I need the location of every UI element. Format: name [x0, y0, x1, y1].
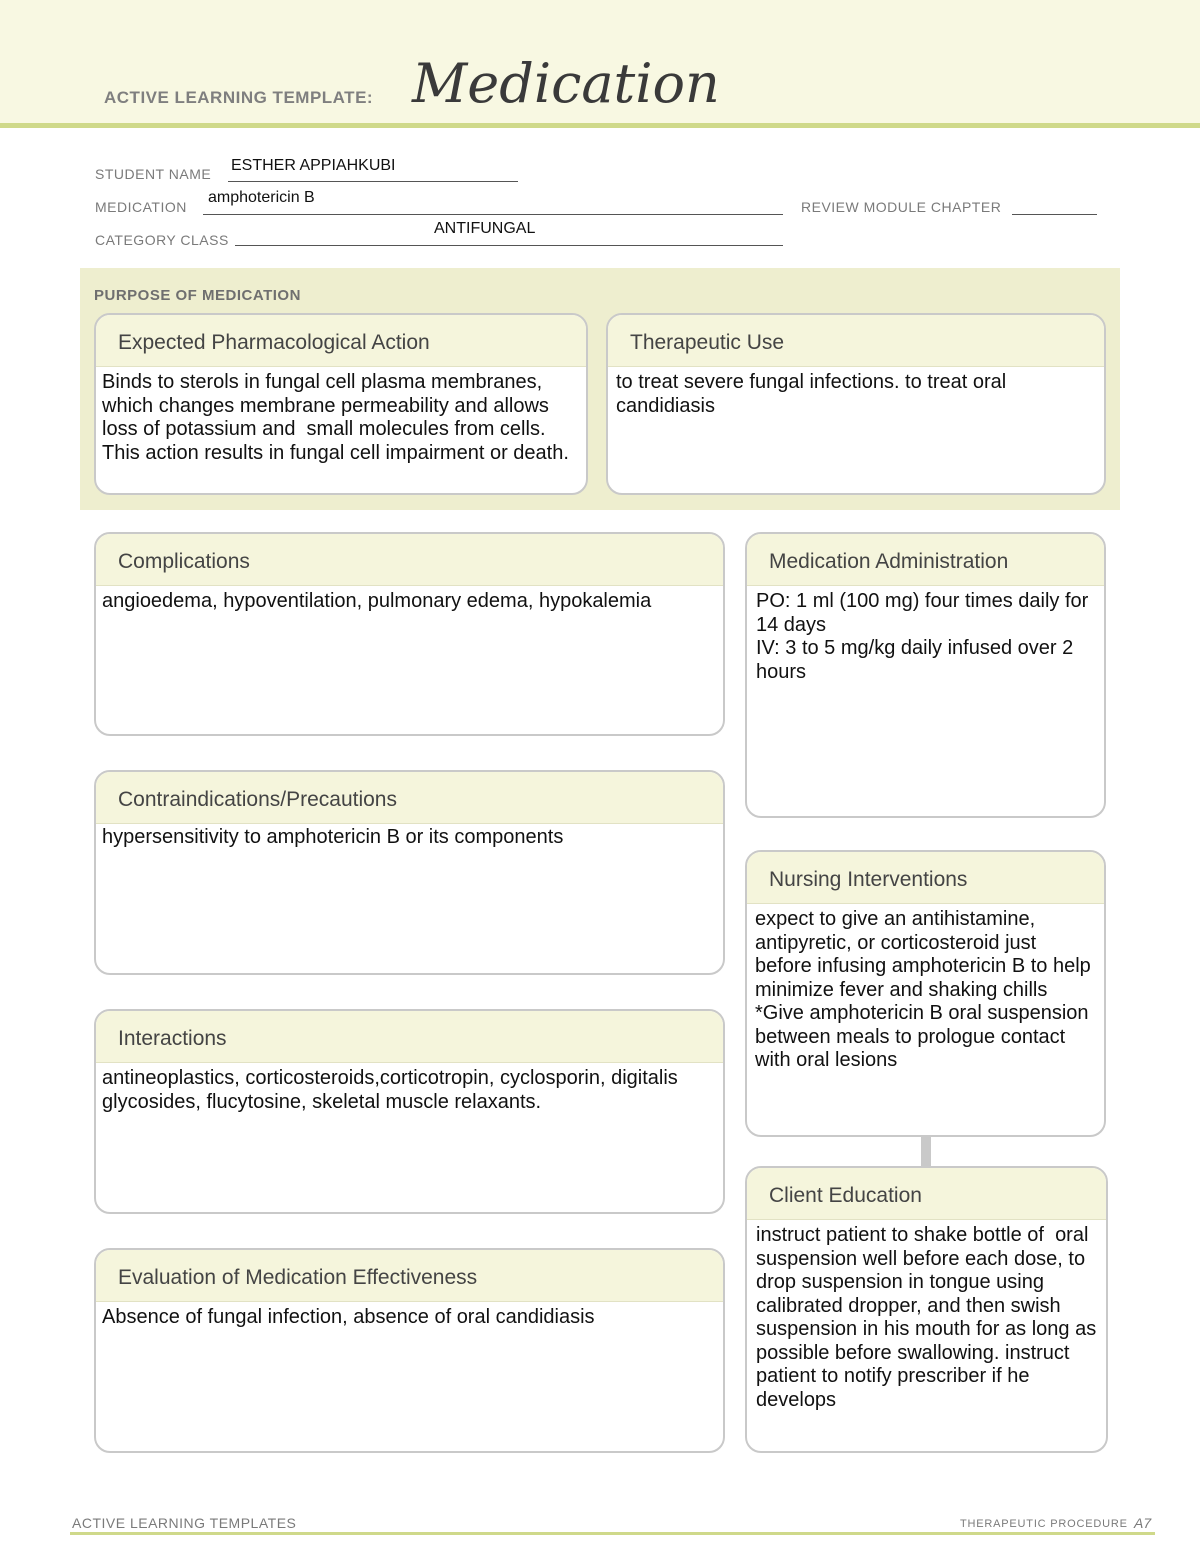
therapeutic-use-title: Therapeutic Use: [608, 315, 1104, 367]
medication-field[interactable]: amphotericin B: [208, 189, 315, 206]
expected-action-box: [94, 313, 588, 495]
evaluation-text[interactable]: Absence of fungal infection, absence of oral candidiasis: [102, 1306, 595, 1328]
footer-right: THERAPEUTIC PROCEDURE: [960, 1518, 1128, 1530]
evaluation-title: Evaluation of Medication Effectiveness: [96, 1250, 723, 1302]
expected-action-title: Expected Pharmacological Action: [96, 315, 586, 367]
medication-underline: [203, 214, 783, 215]
contraindications-box: [94, 770, 725, 975]
client-education-title: Client Education: [747, 1168, 1106, 1220]
medication-administration-title: Medication Administration: [747, 534, 1104, 586]
footer-left: ACTIVE LEARNING TEMPLATES: [72, 1515, 297, 1531]
student-name-field[interactable]: ESTHER APPIAHKUBI: [231, 157, 396, 174]
header-rule: [0, 123, 1200, 128]
nursing-interventions-box: [745, 850, 1106, 1137]
interactions-title: Interactions: [96, 1011, 723, 1063]
nursing-interventions-title: Nursing Interventions: [747, 852, 1104, 904]
review-module-underline: [1012, 214, 1097, 215]
template-label: ACTIVE LEARNING TEMPLATE:: [104, 88, 374, 107]
complications-title: Complications: [96, 534, 723, 586]
category-class-label: CATEGORY CLASS: [95, 232, 229, 248]
therapeutic-use-box: [606, 313, 1106, 495]
medication-label: MEDICATION: [95, 199, 187, 215]
student-name-label: STUDENT NAME: [95, 166, 212, 182]
client-education-box: [745, 1166, 1108, 1453]
purpose-label: PURPOSE OF MEDICATION: [94, 287, 301, 304]
review-module-label: REVIEW MODULE CHAPTER: [801, 199, 1002, 215]
category-class-field[interactable]: ANTIFUNGAL: [434, 220, 536, 237]
therapeutic-use-text[interactable]: to treat severe fungal infections. to treat oral candidiasis: [616, 371, 1012, 417]
evaluation-box: [94, 1248, 725, 1453]
complications-box: [94, 532, 725, 736]
contraindications-text[interactable]: hypersensitivity to amphotericin B or its components: [102, 826, 564, 848]
interactions-text[interactable]: antineoplastics, corticosteroids,corticotropin, cyclosporin, digitalis glycosides, flucytosine, skeletal muscle relaxants.: [102, 1067, 684, 1113]
interactions-box: [94, 1009, 725, 1214]
nursing-interventions-text[interactable]: expect to give an antihistamine, antipyretic, or corticosteroid just before infusing amphotericin B to help minimize fever and shaking chills *Give amphotericin B oral suspension between meals to prologue contact with oral lesions: [755, 908, 1091, 1071]
category-class-underline: [235, 245, 783, 246]
complications-text[interactable]: angioedema, hypoventilation, pulmonary edema, hypokalemia: [102, 590, 652, 612]
connector-bar: [921, 1137, 931, 1167]
footer-rule: [70, 1532, 1155, 1535]
expected-action-text[interactable]: Binds to sterols in fungal cell plasma membranes, which changes membrane permeability and allows loss of potassium and small molecules from cells. This action results in fungal cell impairment or death.: [102, 371, 569, 464]
contraindications-title: Contraindications/Precautions: [96, 772, 723, 824]
medication-administration-text[interactable]: PO: 1 ml (100 mg) four times daily for 14 days IV: 3 to 5 mg/kg daily infused over 2 hours: [756, 590, 1089, 683]
page-number: A7: [1134, 1515, 1152, 1531]
student-name-underline: [228, 181, 518, 182]
client-education-text[interactable]: instruct patient to shake bottle of oral suspension well before each dose, to drop suspension in tongue using calibrated dropper, and then swish suspension in his mouth for as long as possible before swallowing. instruct patient to notify prescriber if he develops: [756, 1224, 1102, 1411]
page-title: Medication: [412, 52, 720, 115]
medication-administration-box: [745, 532, 1106, 818]
